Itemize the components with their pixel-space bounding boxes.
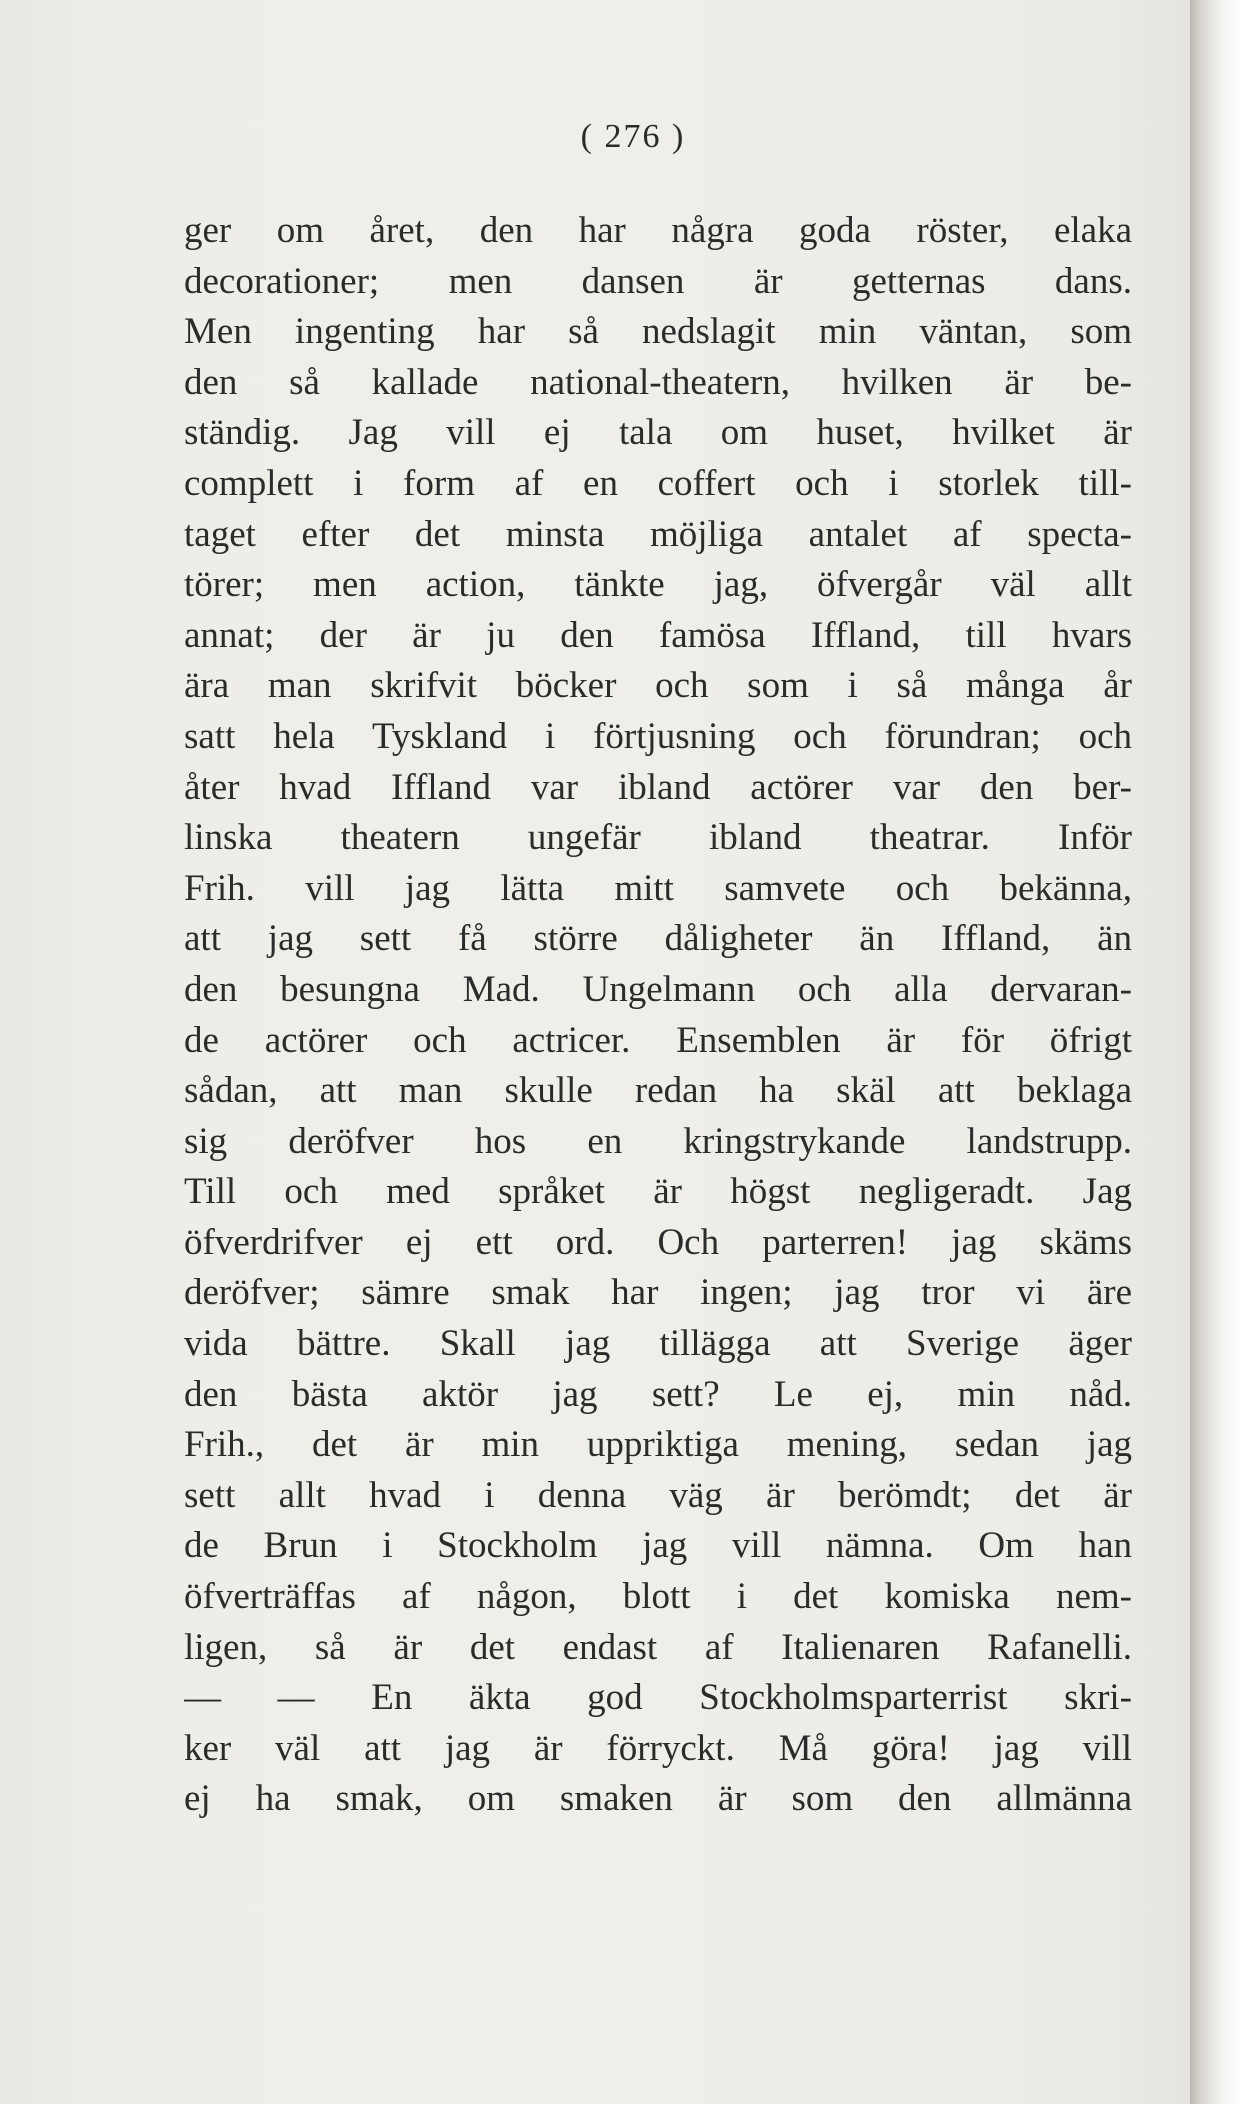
text-line: annat; der är ju den famösa Iffland, till hvars: [184, 614, 1132, 656]
text-line: complett i form af en coffert och i storlek till-: [184, 462, 1132, 504]
text-line: åter hvad Iffland var ibland actörer var den ber-: [184, 766, 1132, 808]
text-line: — — En äkta god Stockholmsparterrist skri-: [184, 1677, 1132, 1719]
text-line: öfverträffas af någon, blott i det komiska nem-: [184, 1576, 1132, 1618]
text-line: de Brun i Stockholm jag vill nämna. Om han: [184, 1525, 1132, 1567]
text-line: den besungna Mad. Ungelmann och alla dervaran-: [184, 968, 1132, 1010]
text-line: satt hela Tyskland i förtjusning och förundran; och: [184, 715, 1132, 757]
text-line: sig deröfver hos en kringstrykande landstrupp.: [184, 1120, 1132, 1162]
text-line: ej ha smak, om smaken är som den allmänna: [184, 1778, 1132, 1820]
text-line: ger om året, den har några goda röster, elaka: [184, 210, 1132, 251]
text-line: törer; men action, tänkte jag, öfvergår väl allt: [184, 564, 1132, 606]
text-line: den så kallade national-theatern, hvilken är be-: [184, 361, 1132, 403]
text-line: Frih., det är min uppriktiga mening, sedan jag: [184, 1424, 1132, 1466]
text-line: sådan, att man skulle redan ha skäl att beklaga: [184, 1070, 1132, 1112]
text-line: öfverdrifver ej ett ord. Och parterren! jag skäms: [184, 1221, 1132, 1263]
page-gutter: [1190, 0, 1244, 2104]
text-line: ständig. Jag vill ej tala om huset, hvilket är: [184, 412, 1132, 454]
page-number: ( 276 ): [580, 118, 686, 155]
body-text: [184, 206, 1132, 1825]
text-line: vida bättre. Skall jag tillägga att Sverige äger: [184, 1323, 1132, 1365]
text-line: att jag sett få större dåligheter än Iffland, än: [184, 918, 1132, 960]
text-line: den bästa aktör jag sett? Le ej, min nåd.: [184, 1373, 1132, 1415]
text-line: de actörer och actricer. Ensemblen är för öfrigt: [184, 1019, 1132, 1061]
text-line: linska theatern ungefär ibland theatrar. Inför: [184, 817, 1132, 859]
text-line: ära man skrifvit böcker och som i så många år: [184, 665, 1132, 707]
text-line: taget efter det minsta möjliga antalet af specta-: [184, 513, 1132, 555]
text-line: deröfver; sämre smak har ingen; jag tror vi äre: [184, 1272, 1132, 1314]
text-line: Till och med språket är högst negligeradt. Jag: [184, 1171, 1132, 1213]
text-line: Frih. vill jag lätta mitt samvete och bekänna,: [184, 867, 1132, 909]
text-line: ligen, så är det endast af Italienaren Rafanelli.: [184, 1626, 1132, 1668]
text-line: Men ingenting har så nedslagit min väntan, som: [184, 311, 1132, 353]
text-line: decorationer; men dansen är getternas dans.: [184, 260, 1132, 302]
text-line: ker väl att jag är förryckt. Må göra! jag vill: [184, 1727, 1132, 1769]
text-line: sett allt hvad i denna väg är berömdt; det är: [184, 1474, 1132, 1516]
